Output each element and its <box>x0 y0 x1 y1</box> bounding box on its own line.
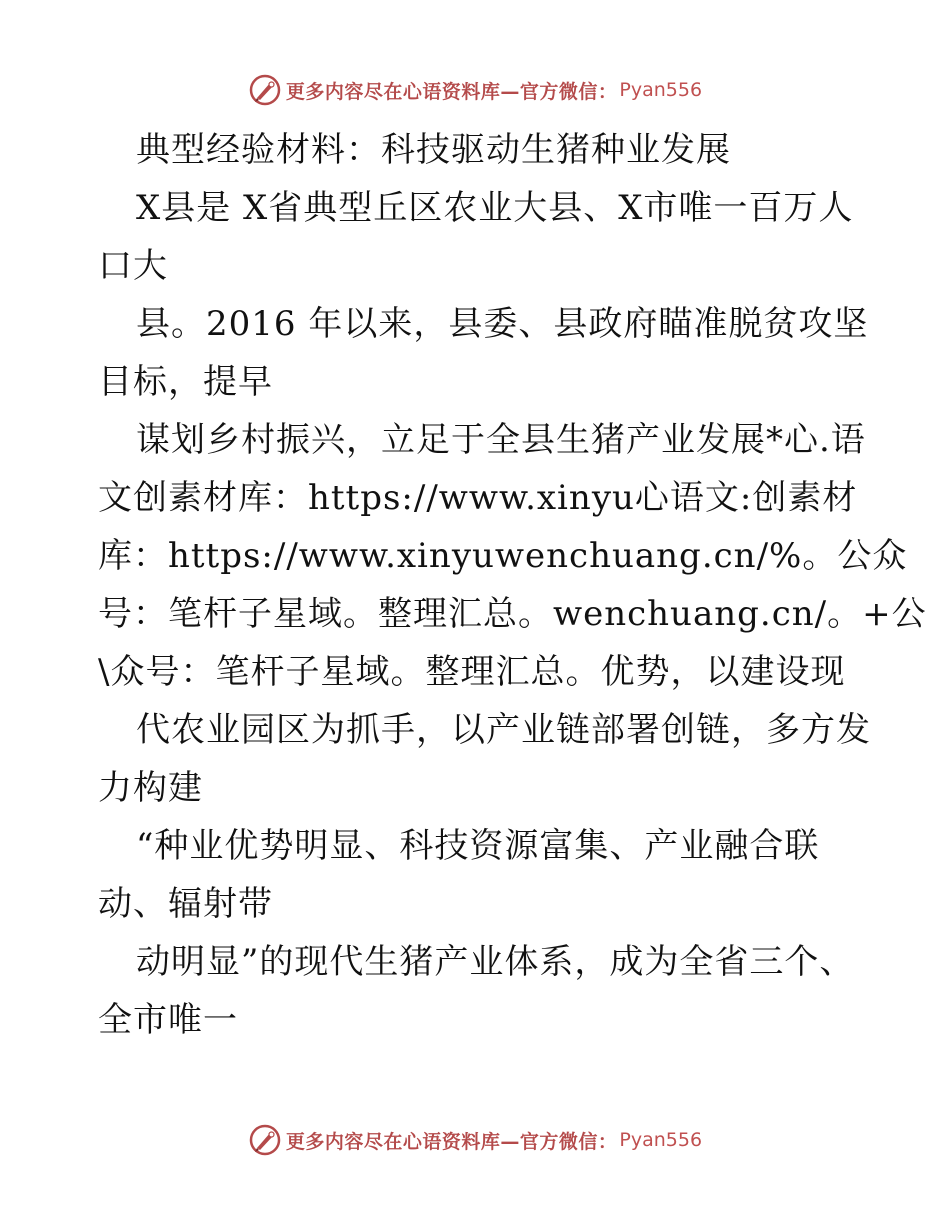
text-line: 县。2016 年以来，县委、县政府瞄准脱贫攻坚 <box>136 304 869 344</box>
banner-wechat-id: Pyan556 <box>619 79 703 101</box>
banner-brand-text: 更多内容尽在心语资料库—官方微信： <box>285 80 618 103</box>
banner-wechat-id: Pyan556 <box>619 1129 703 1151</box>
text-line: 目标，提早 <box>98 362 273 402</box>
text-line: 动、辐射带 <box>98 884 273 924</box>
text-line: 文创素材库：https://www.xinyu心语文:创素材 <box>98 478 858 518</box>
text-line: 典型经验材料：科技驱动生猪种业发展 <box>136 130 731 170</box>
text-line: 代农业园区为抓手，以产业链部署创链，多方发 <box>136 710 871 750</box>
text-line: 动明显”的现代生猪产业体系，成为全省三个、 <box>136 942 855 982</box>
text-line: 号：笔杆子星域。整理汇总。wenchuang.cn/。+公 <box>98 594 927 634</box>
document-body <box>98 121 927 1049</box>
text-line: 库：https://www.xinyuwenchuang.cn/%。公众 <box>98 536 908 576</box>
text-line: 谋划乡村振兴，立足于全县生猪产业发展*心.语 <box>136 420 866 460</box>
text-line: “种业优势明显、科技资源富集、产业融合联 <box>136 826 820 866</box>
text-line: X县是 X省典型丘区农业大县、X市唯一百万人 <box>136 188 854 228</box>
header-banner <box>0 72 950 108</box>
text-line: \众号：笔杆子星域。整理汇总。优势，以建设现 <box>98 652 846 692</box>
text-line: 口大 <box>98 246 168 286</box>
banner-brand-text: 更多内容尽在心语资料库—官方微信： <box>285 1130 618 1153</box>
quill-logo-icon <box>248 1123 282 1157</box>
text-line: 全市唯一 <box>98 1000 238 1040</box>
footer-banner <box>0 1122 950 1158</box>
text-line: 力构建 <box>98 768 203 808</box>
quill-logo-icon <box>248 73 282 107</box>
